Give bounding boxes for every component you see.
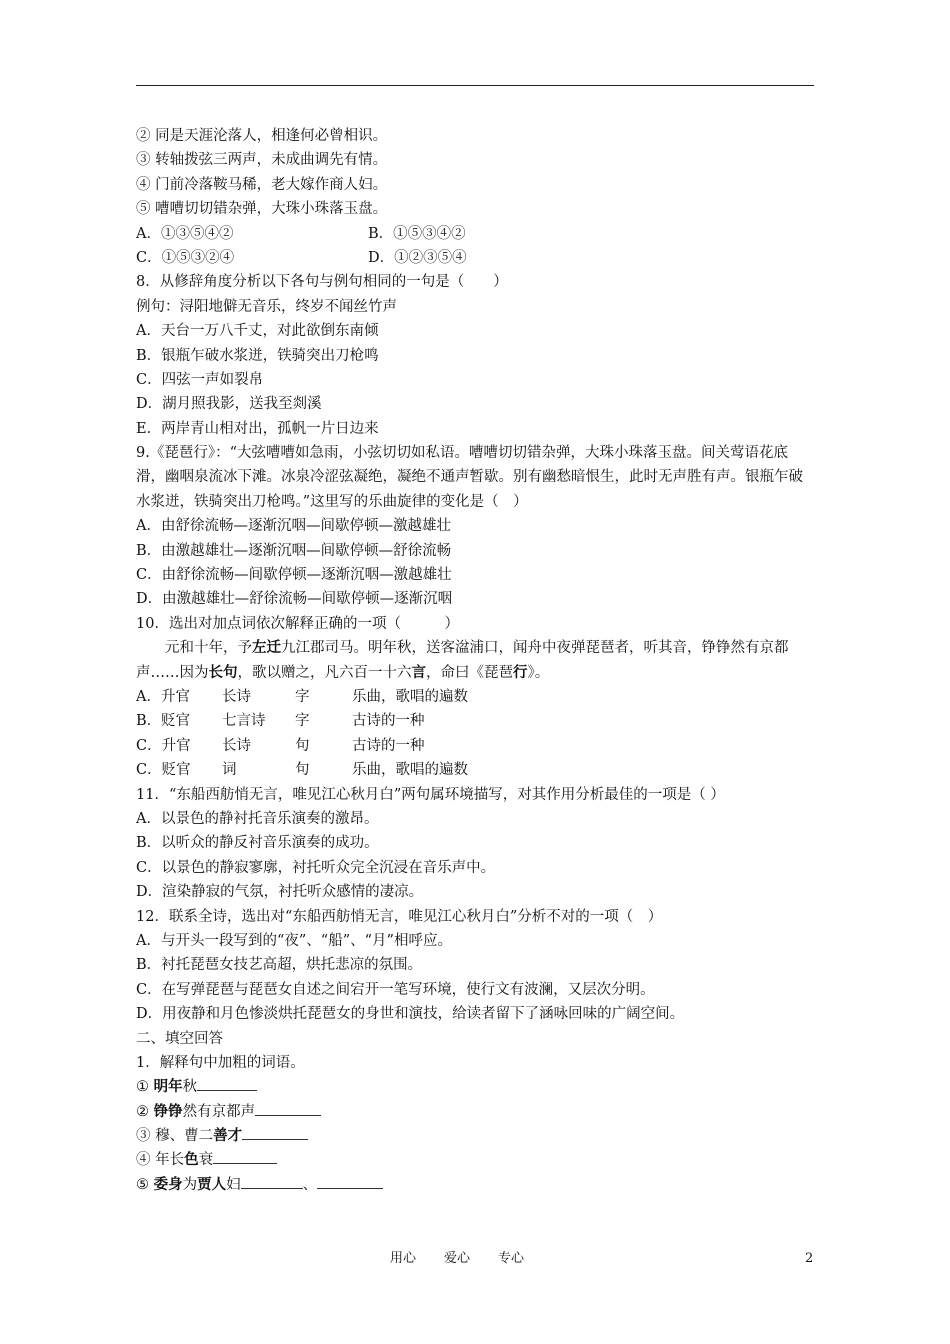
header-rule: [136, 85, 814, 86]
answer-blank[interactable]: [213, 1149, 277, 1164]
q12-option: C．在写弹琵琶与琵琶女自述之间宕开一笔写环境，使行文有波澜，又层次分明。: [136, 981, 655, 998]
q11-option: B．以听众的静反衬音乐演奏的成功。: [136, 835, 379, 852]
q7-option-a: A．①③⑤④②: [136, 225, 234, 242]
q10-option-cell: 长诗: [222, 737, 251, 754]
fill-item: [136, 1148, 836, 1172]
passage-text: 元和十年，予: [165, 640, 252, 657]
fill-item: [136, 1075, 836, 1099]
q10-option-cell: 乐曲，歌唱的遍数: [352, 762, 468, 779]
motto-word: 专心: [498, 1251, 525, 1266]
q7-item: ④ 门前冷落鞍马稀，老大嫁作商人妇。: [136, 176, 388, 193]
passage-text: 》。: [527, 664, 550, 681]
fill-item: [136, 1100, 836, 1124]
passage-bold-word: 行: [513, 663, 528, 681]
q7-item: ⑤ 嘈嘈切切错杂弹，大珠小珠落玉盘。: [136, 201, 388, 218]
q12-option: D．用夜静和月色惨淡烘托琵琶女的身世和演技，给读者留下了涵咏回味的广阔空间。: [136, 1006, 685, 1023]
q9-stem: 9.《琵琶行》：“大弦嘈嘈如急雨，小弦切切如私语。嘈嘈切切错杂弹，大珠小珠落玉盘。间关莺语花底滑，幽咽泉流冰下滩。冰泉冷涩弦凝绝，凝绝不通声暂歇。别有幽愁暗恨生，此时无声胜有声。银瓶乍破水浆迸，铁骑突出刀枪鸣。”这里写的乐曲旋律的变化是（ ）: [136, 445, 803, 510]
footer-motto: [390, 1251, 552, 1267]
fill-item-text: 、: [302, 1176, 318, 1193]
q10-option-cell: 句: [295, 737, 310, 754]
q10-option-label: C．升官: [136, 737, 191, 754]
page-number: 2: [805, 1251, 814, 1266]
fill-item-text: 为: [182, 1176, 198, 1193]
q10-option-cell: 古诗的一种: [352, 713, 425, 730]
fill-item-text: ③ 穆、曹二: [136, 1128, 214, 1145]
q7-options-row: [136, 222, 836, 246]
q8-option: E．两岸青山相对出，孤帆一片日边来: [136, 420, 379, 437]
q9-option: C．由舒徐流畅—间歇停顿—逐渐沉咽—激越雄壮: [136, 567, 452, 584]
q8-example: 例句：浔阳地僻无音乐，终岁不闻丝竹声: [136, 298, 397, 315]
q8-option: B．银瓶乍破水浆迸，铁骑突出刀枪鸣: [136, 347, 379, 364]
fill-item-text: ④ 年长: [136, 1152, 185, 1169]
fill-q1-stem: 1．解释句中加粗的词语。: [136, 1054, 305, 1071]
fill-item-text: 秋: [182, 1079, 198, 1096]
fill-item-text: 然有京都声: [182, 1103, 256, 1120]
fill-item-text: ①: [136, 1079, 154, 1096]
q7-option-d: D．①②③⑤④: [368, 249, 467, 266]
q9-option: B．由激越雄壮—逐渐沉咽—间歇停顿—舒徐流畅: [136, 542, 452, 559]
answer-blank[interactable]: [255, 1101, 321, 1116]
q10-option-cell: 词: [222, 762, 237, 779]
q10-option-label: B．贬官: [136, 713, 191, 730]
passage-bold-word: 长句: [208, 663, 238, 681]
q12-option: A．与开头一段写到的“夜”、“船”、“月”相呼应。: [136, 932, 452, 949]
q11-option: C．以景色的静寂寥廓，衬托听众完全沉浸在音乐声中。: [136, 859, 496, 876]
q7-options-row: [136, 246, 836, 270]
q10-stem: 10．选出对加点词依次解释正确的一项（ ）: [136, 615, 459, 632]
q10-option-cell: 古诗的一种: [352, 737, 425, 754]
q8-option: A．天台一万八千丈，对此欲倒东南倾: [136, 323, 379, 340]
q9-option: A．由舒徐流畅—逐渐沉咽—间歇停顿—激越雄壮: [136, 518, 451, 535]
q10-option-cell: 长诗: [222, 689, 251, 706]
passage-bold-word: 左迁: [252, 639, 281, 657]
q12-stem: 12．联系全诗，选出对“东船西舫悄无言，唯见江心秋月白”分析不对的一项（ ）: [136, 908, 663, 925]
q7-item: ③ 转轴拨弦三两声，未成曲调先有情。: [136, 152, 388, 169]
fill-item-text: 衰: [198, 1152, 214, 1169]
q9-option: D．由激越雄壮—舒徐流畅—间歇停顿—逐渐沉咽: [136, 591, 453, 608]
q10-passage: [136, 636, 816, 685]
q10-option-row: [136, 685, 836, 709]
q10-option-cell: 字: [295, 713, 310, 730]
motto-word: 用心: [390, 1251, 417, 1266]
fill-item-bold-word: 善才: [213, 1127, 243, 1145]
section-heading: 二、填空回答: [136, 1030, 223, 1047]
passage-text: 九江郡司马。明年秋，送客湓浦口，闻舟中夜弹琵琶者，听其音，铮铮然有京都声……因为: [136, 640, 789, 681]
q12-option: B．衬托琵琶女技艺高超，烘托悲凉的氛围。: [136, 957, 423, 974]
q7-option-c: C．①⑤③②④: [136, 249, 235, 266]
q7-option-b: B．①⑤③④②: [368, 225, 466, 242]
fill-item: [136, 1173, 836, 1197]
fill-item-bold-word: 委身: [153, 1175, 183, 1193]
q11-option: D．渲染静寂的气氛，衬托听众感情的凄凉。: [136, 884, 424, 901]
q10-option-row: [136, 734, 836, 758]
passage-bold-word: 言: [411, 663, 426, 681]
q8-option: D．湖月照我影，送我至剡溪: [136, 396, 322, 413]
fill-item-bold-word: 铮铮: [153, 1102, 183, 1120]
worksheet-body: [136, 124, 836, 1197]
q11-option: A．以景色的静衬托音乐演奏的激昂。: [136, 811, 379, 828]
q10-option-cell: 七言诗: [222, 713, 266, 730]
q7-item: ② 同是天涯沦落人，相逢何必曾相识。: [136, 128, 388, 144]
q10-option-label: A．升官: [136, 689, 190, 706]
q10-option-cell: 句: [295, 762, 310, 779]
fill-item-text: 妇: [226, 1176, 241, 1193]
q10-option-row: [136, 709, 836, 733]
motto-word: 爱心: [444, 1251, 471, 1266]
fill-item-bold-word: 明年: [153, 1078, 183, 1096]
passage-text: ，命曰《琵琶: [426, 664, 513, 681]
fill-item-bold-word: 贾人: [197, 1175, 227, 1193]
q8-option: C．四弦一声如裂帛: [136, 371, 264, 388]
q11-stem: 11．“东船西舫悄无言，唯见江心秋月白”两句属环境描写，对其作用分析最佳的一项是（ ）: [136, 786, 725, 803]
answer-blank[interactable]: [241, 1174, 303, 1189]
passage-text: ，歌以赠之，凡六百一十六: [237, 664, 412, 681]
answer-blank[interactable]: [197, 1076, 257, 1091]
q10-option-row: [136, 758, 836, 782]
fill-item: [136, 1124, 836, 1148]
fill-item-text: ②: [136, 1103, 154, 1120]
answer-blank[interactable]: [242, 1125, 308, 1140]
q10-option-cell: 字: [295, 689, 310, 706]
q10-option-label: C．贬官: [136, 762, 191, 779]
fill-item-bold-word: 色: [184, 1151, 199, 1169]
q10-option-cell: 乐曲，歌唱的遍数: [352, 689, 468, 706]
q8-stem: 8．从修辞角度分析以下各句与例句相同的一句是（ ）: [136, 274, 508, 291]
answer-blank[interactable]: [317, 1174, 383, 1189]
fill-item-text: ⑤: [136, 1176, 154, 1193]
